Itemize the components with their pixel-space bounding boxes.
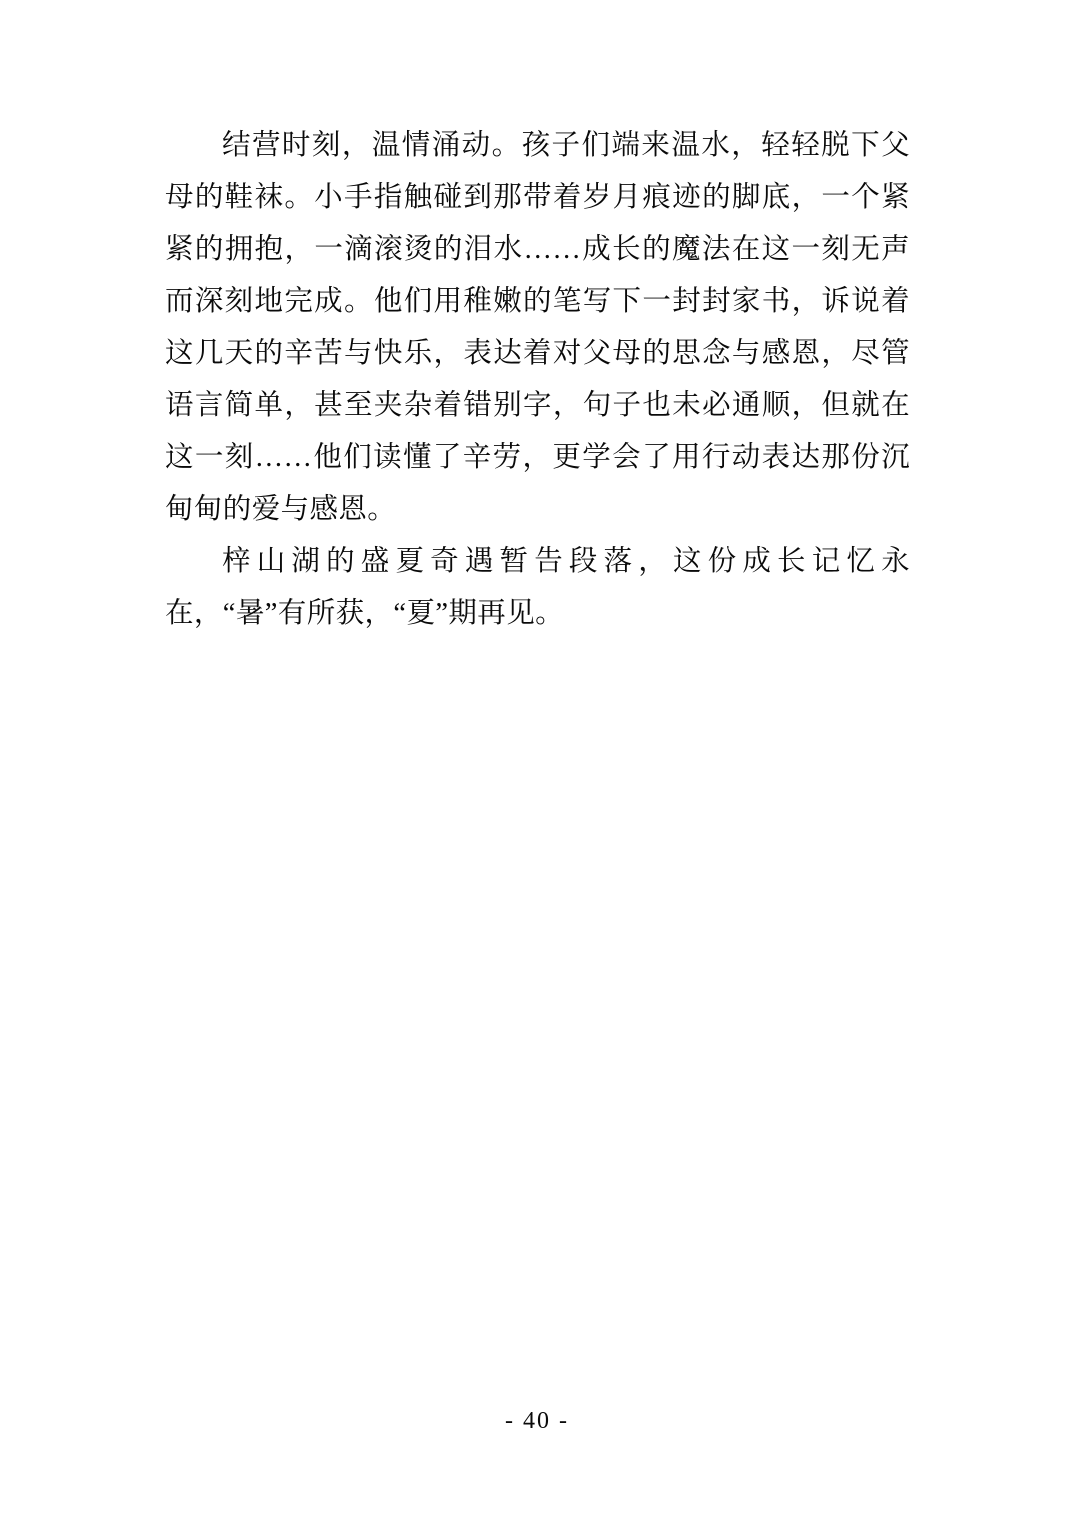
paragraph-2: 梓山湖的盛夏奇遇暂告段落，这份成长记忆永在，“暑”有所获，“夏”期再见。 [165,546,910,629]
page-footer [0,1408,1074,1435]
page-body [165,120,910,640]
paragraph-1: 结营时刻，温情涌动。孩子们端来温水，轻轻脱下父母的鞋袜。小手指触碰到那带着岁月痕迹的脚底，一个紧紧的拥抱，一滴滚烫的泪水……成长的魔法在这一刻无声而深刻地完成。他们用稚嫩的笔写下一封封家书，诉说着这几天的辛苦与快乐，表达着对父母的思念与感恩，尽管语言简单，甚至夹杂着错别字，句子也未必通顺，但就在这一刻……他们读懂了辛劳，更学会了用行动表达那份沉甸甸的爱与感恩。 [165,130,910,525]
page-number: - 40 - [505,1408,569,1434]
